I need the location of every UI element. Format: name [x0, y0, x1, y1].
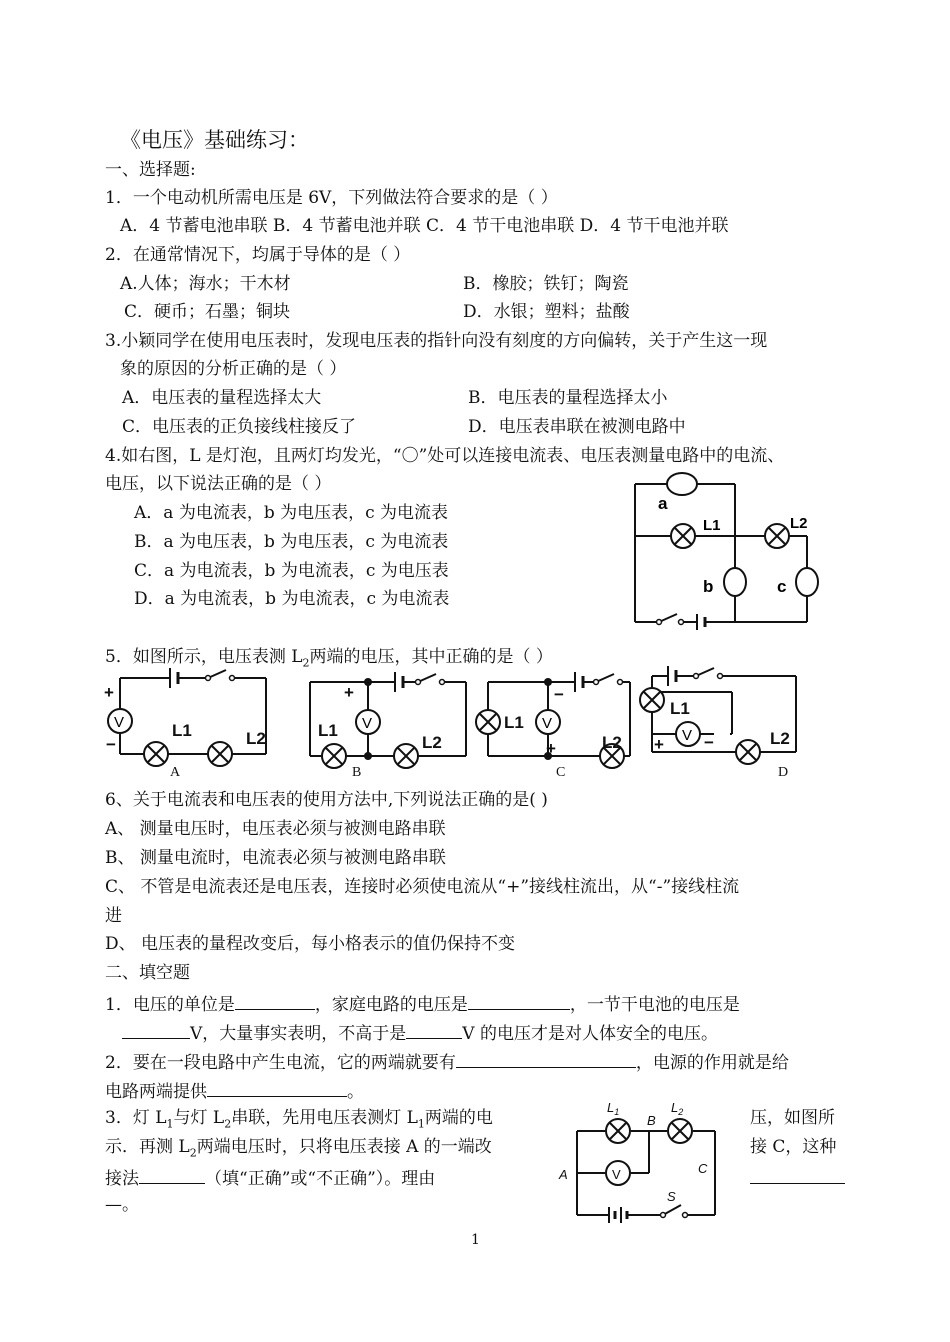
blank-field[interactable]	[750, 1166, 845, 1184]
q6-option-c-line1: C、 不管是电流表还是电压表，连接时必须使电流从“+”接线柱流出，从“-”接线柱流	[105, 877, 740, 897]
blank-field[interactable]	[235, 992, 315, 1010]
blank-field[interactable]	[468, 992, 570, 1010]
svg-text:V: V	[362, 715, 373, 732]
lamp-icon	[640, 688, 664, 712]
section-heading-fill: 二、填空题	[105, 963, 190, 983]
svg-text:−: −	[106, 735, 116, 754]
svg-text:V: V	[682, 727, 693, 744]
q6-option-a: A、 测量电压时，电压表必须与被测电路串联	[105, 819, 446, 839]
lamp-l1-icon	[671, 524, 695, 548]
f2-line2: 电路两端提供 。	[105, 1079, 364, 1102]
svg-text:+: +	[104, 683, 114, 702]
f1-line2: V，大量事实表明，不高于是 V 的电压才是对人体安全的电压。	[122, 1021, 718, 1044]
f1-line1: 1．电压的单位是 ，家庭电路的电压是 ，一节干电池的电压是	[105, 992, 740, 1015]
svg-text:L2: $L_2$	[671, 1100, 684, 1117]
q2-option-d: D．水银；塑料；盐酸	[463, 302, 630, 322]
blank-field[interactable]	[122, 1021, 190, 1039]
q1-options: A．4 节蓄电池串联 B．4 节蓄电池并联 C．4 节干电池串联 D．4 节干电池并联	[120, 216, 729, 236]
q4-stem-line1: 4.如右图，L 是灯泡，且两灯均发光，“〇”处可以连接电流表、电压表测量电路中的电流、	[105, 446, 785, 466]
meter-c-icon	[796, 568, 818, 596]
option-label-a: A	[170, 765, 181, 780]
blank-field[interactable]	[406, 1021, 462, 1039]
svg-text:V: V	[612, 1167, 621, 1182]
lamp-l2-icon	[765, 524, 789, 548]
q1-stem: 1．一个电动机所需电压是 6V，下列做法符合要求的是（ ）	[105, 188, 558, 208]
svg-text:L2: L2	[770, 729, 790, 748]
svg-text:L2: L2	[602, 733, 622, 752]
q4-stem-line2: 电压，以下说法正确的是（ ）	[105, 474, 332, 494]
lamp-l2-icon	[668, 1119, 692, 1143]
label-l1: L1	[703, 517, 721, 534]
option-label-d: D	[778, 765, 789, 780]
blank-field[interactable]	[456, 1050, 636, 1068]
voltmeter-icon	[356, 710, 380, 734]
svg-text:C: C	[698, 1161, 708, 1176]
blank-field[interactable]	[207, 1079, 347, 1097]
q6-stem: 6、关于电流表和电压表的使用方法中,下列说法正确的是( )	[105, 790, 548, 810]
svg-text:L1: L1	[172, 721, 192, 740]
svg-text:+: +	[546, 739, 556, 758]
label-l2: L2	[790, 515, 808, 532]
q3-stem-line1: 3.小颖同学在使用电压表时，发现电压表的指针向没有刻度的方向偏转，关于产生这一现	[105, 331, 768, 351]
q4-option-b: B．a 为电压表，b 为电压表，c 为电流表	[134, 532, 449, 552]
q4-option-d: D．a 为电流表，b 为电流表，c 为电流表	[134, 589, 450, 609]
q2-option-c: C．硬币；石墨；铜块	[124, 302, 291, 322]
voltmeter-icon	[108, 709, 132, 733]
label-b: b	[703, 577, 714, 596]
voltmeter-icon	[536, 710, 560, 734]
q5-stem: 5．如图所示，电压表测 $L_2$两端的电压，其中正确的是（ ）	[105, 647, 553, 670]
f2-line1: 2．要在一段电路中产生电流，它的两端就要有 ，电源的作用就是给	[105, 1050, 789, 1073]
label-c: c	[777, 577, 787, 596]
svg-text:−: −	[704, 733, 714, 752]
svg-text:L1: L1	[670, 699, 690, 718]
voltmeter-icon	[676, 722, 700, 746]
lamp-icon	[208, 742, 232, 766]
q4-option-a: A．a 为电流表，b 为电压表，c 为电流表	[134, 503, 449, 523]
svg-text:L1: L1	[318, 721, 338, 740]
q6-option-c-line2: 进	[105, 906, 122, 926]
q2-stem: 2．在通常情况下，均属于导体的是（ ）	[105, 245, 411, 265]
lamp-icon	[144, 742, 168, 766]
svg-text:L2: L2	[422, 733, 442, 752]
label-a: a	[658, 494, 668, 513]
q3-option-c: C．电压表的正负接线柱接反了	[122, 417, 357, 437]
q3-stem-line2: 象的原因的分析正确的是（ ）	[120, 359, 347, 379]
svg-text:B: B	[647, 1113, 656, 1128]
f3-circuit-diagram	[555, 1095, 730, 1225]
f3-line1-right: 压，如图所	[750, 1108, 835, 1128]
svg-text:−: −	[554, 685, 564, 704]
option-label-b: B	[352, 765, 362, 780]
svg-text:L2: L2	[246, 729, 266, 748]
section-heading-choice: 一、选择题:	[105, 160, 196, 180]
q3-option-d: D．电压表串联在被测电路中	[468, 417, 686, 437]
lamp-icon	[394, 744, 418, 768]
page-number: 1	[471, 1232, 480, 1248]
page-title: 《电压》基础练习：	[120, 128, 309, 152]
meter-a-icon	[667, 473, 697, 495]
svg-text:A: A	[559, 1167, 568, 1182]
svg-text:L1: $L_1$	[607, 1100, 620, 1117]
q4-option-c: C．a 为电流表，b 为电流表，c 为电压表	[134, 561, 449, 581]
svg-text:+: +	[344, 683, 354, 702]
q5-circuit-options-diagram	[100, 662, 820, 782]
svg-text:V: V	[114, 714, 125, 731]
svg-text:+: +	[654, 735, 664, 754]
lamp-l1-icon	[606, 1119, 630, 1143]
f3-line2: 示．再测 $L_2$两端电压时，只将电压表接 A 的一端改	[105, 1137, 492, 1160]
meter-b-icon	[724, 568, 746, 596]
option-label-c: C	[556, 765, 566, 780]
svg-text:L1: L1	[504, 713, 524, 732]
f3-line3-right	[750, 1166, 845, 1189]
f3-line4: —。	[105, 1195, 139, 1215]
f3-line2-right: 接 C，这种	[750, 1137, 837, 1157]
f3-line3: 接法 （填“正确”或“不正确”）。理由	[105, 1166, 435, 1189]
q4-circuit-diagram	[625, 470, 830, 635]
q2-option-b: B．橡胶；铁钉；陶瓷	[463, 274, 629, 294]
f3-line1: 3．灯 $L_1$与灯 $L_2$串联，先用电压表测灯 $L_1$两端的电	[105, 1108, 493, 1131]
q6-option-b: B、 测量电流时，电流表必须与被测电路串联	[105, 848, 446, 868]
blank-field[interactable]	[139, 1166, 205, 1184]
q2-option-a: A.人体；海水；干木材	[120, 274, 291, 294]
svg-text:S: S	[667, 1189, 676, 1204]
q6-option-d: D、 电压表的量程改变后，每小格表示的值仍保持不变	[105, 934, 516, 954]
lamp-icon	[476, 710, 500, 734]
lamp-icon	[736, 740, 760, 764]
q3-option-a: A．电压表的量程选择太大	[122, 388, 322, 408]
lamp-icon	[322, 744, 346, 768]
q3-option-b: B．电压表的量程选择太小	[468, 388, 668, 408]
svg-text:V: V	[542, 715, 553, 732]
